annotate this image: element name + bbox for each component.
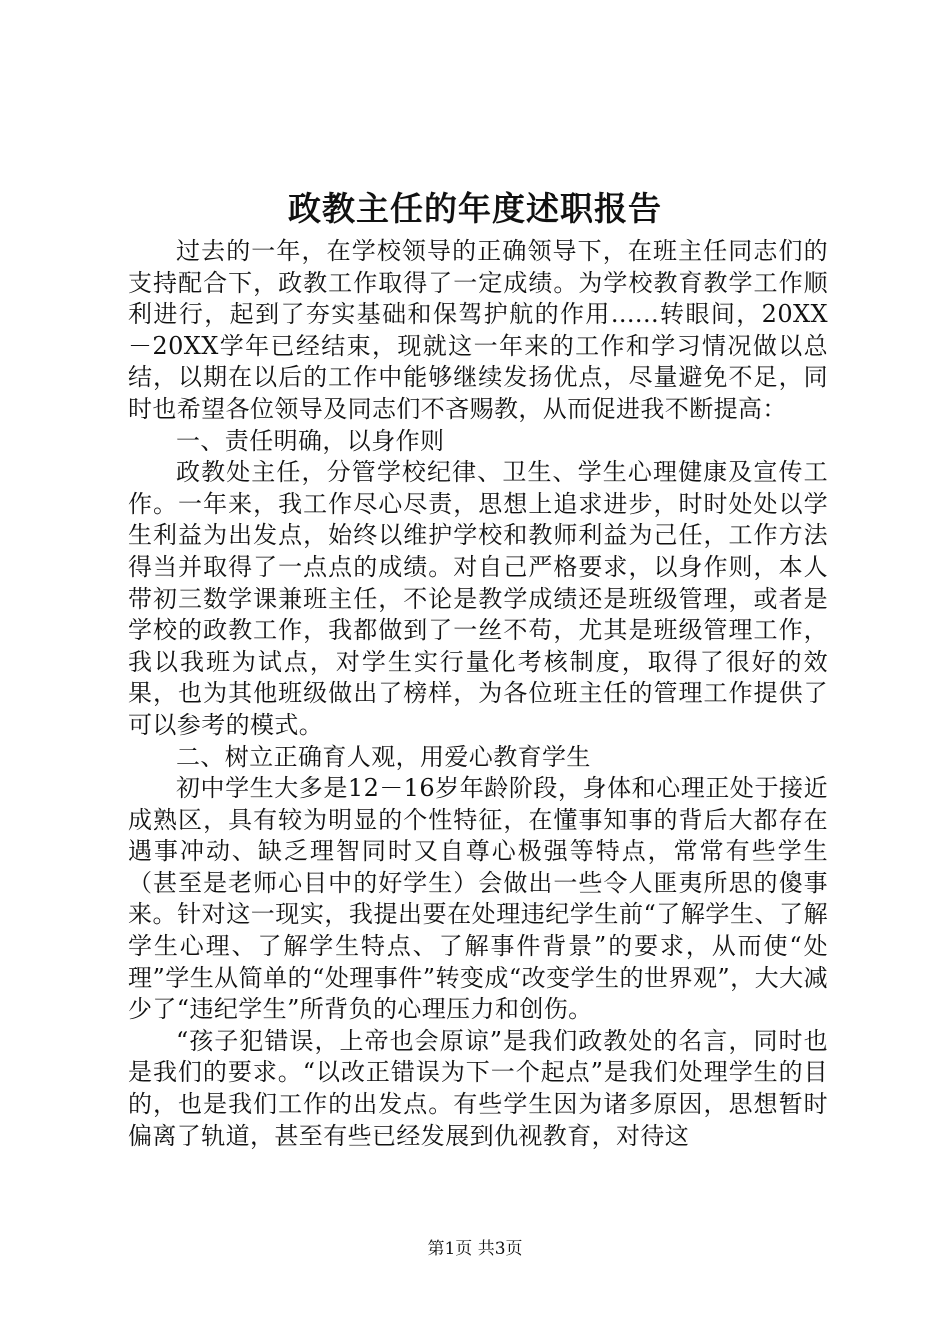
section-heading-2: 二、树立正确育人观，用爱心教育学生 [176,742,591,771]
document-body [128,236,828,1152]
paragraph-intro: 过去的一年，在学校领导的正确领导下，在班主任同志们的支持配合下，政教工作取得了一定成绩。为学校教育教学工作顺利进行，起到了夯实基础和保驾护航的作用......转眼间，20XX－20XX学年已经结束，现就这一年来的工作和学习情况做以总结，以期在以后的工作中能够继续发扬优点，尽量避免不足，同时也希望各位领导及同志们不吝赐教，从而促进我不断提高： [128,237,828,423]
document-title: 政教主任的年度述职报告 [288,189,662,228]
section-heading-1: 一、责任明确，以身作则 [176,426,445,455]
paragraph-section-1: 政教处主任，分管学校纪律、卫生、学生心理健康及宣传工作。一年来，我工作尽心尽责，思想上追求进步，时时处处以学生利益为出发点，始终以维护学校和教师利益为己任，工作方法得当并取得了一点点的成绩。对自己严格要求，以身作则，本人带初三数学课兼班主任，不论是教学成绩还是班级管理，或者是学校的政教工作，我都做到了一丝不苟，尤其是班级管理工作，我以我班为试点，对学生实行量化考核制度，取得了很好的效果，也为其他班级做出了榜样，为各位班主任的管理工作提供了可以参考的模式。 [128,458,828,739]
paragraph-section-2: 初中学生大多是12－16岁年龄阶段，身体和心理正处于接近成熟区，具有较为明显的个性特征，在懂事知事的背后大都存在遇事冲动、缺乏理智同时又自尊心极强等特点，常常有些学生（甚至是老师心目中的好学生）会做出一些令人匪夷所思的傻事来。针对这一现实，我提出要在处理违纪学生前“了解学生、了解学生心理、了解学生特点、了解事件背景”的要求，从而使“处理”学生从简单的“处理事件”转变成“改变学生的世界观”，大大减少了“违纪学生”所背负的心理压力和创伤。 [128,774,828,1024]
paragraph-section-2-continued: “孩子犯错误，上帝也会原谅”是我们政教处的名言，同时也是我们的要求。“以改正错误为下一个起点”是我们处理学生的目的，也是我们工作的出发点。有些学生因为诸多原因，思想暂时偏离了轨道，甚至有些已经发展到仇视教育，对待这 [128,1026,828,1150]
page-number-footer: 第1页 共3页 [427,1239,523,1259]
